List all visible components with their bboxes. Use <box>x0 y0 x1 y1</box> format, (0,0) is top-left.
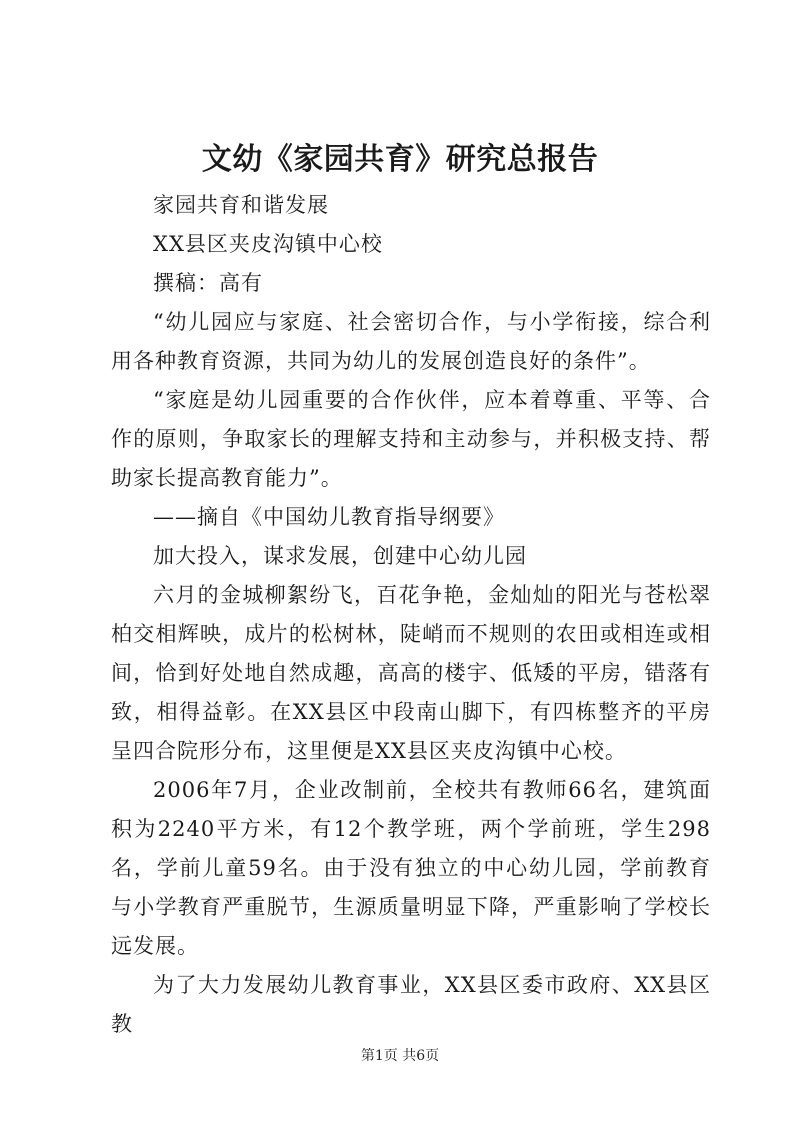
author-paragraph: 撰稿：高有 <box>153 271 263 295</box>
quote-paragraph-1: “幼儿园应与家庭、社会密切合作，与小学衔接，综合利用各种教育资源，共同为幼儿的发展创造良好的条件”。 <box>111 310 711 373</box>
quote-source-paragraph: ——摘自《中国幼儿教育指导纲要》 <box>153 505 505 529</box>
section-heading-paragraph: 加大投入，谋求发展，创建中心幼儿园 <box>153 544 527 568</box>
body-paragraph-2: 2006年7月，企业改制前，全校共有教师66名，建筑面积为2240平方米，有12个教学班，两个学前班，学生298名，学前儿童59名。由于没有独立的中心幼儿园，学前教育与小学教育严重脱节，生源质量明显下降，严重影响了学校长远发展。 <box>111 778 711 958</box>
subtitle-paragraph: 家园共育和谐发展 <box>153 193 329 217</box>
school-name-paragraph: XX县区夹皮沟镇中心校 <box>153 232 383 256</box>
document-title: 文幼《家园共育》研究总报告 <box>201 142 599 177</box>
body-paragraph-3: 为了大力发展幼儿教育事业，XX县区委市政府、XX县区教 <box>111 973 711 1036</box>
document-body <box>111 186 711 1044</box>
page-footer: 第1页 共6页 <box>360 1048 440 1064</box>
quote-paragraph-2: “家庭是幼儿园重要的合作伙伴，应本着尊重、平等、合作的原则，争取家长的理解支持和主动参与，并积极支持、帮助家长提高教育能力”。 <box>111 388 711 490</box>
body-paragraph-1: 六月的金城柳絮纷飞，百花争艳，金灿灿的阳光与苍松翠柏交相辉映，成片的松树林，陡峭而不规则的农田或相连或相间，恰到好处地自然成趣，高高的楼宇、低矮的平房，错落有致，相得益彰。在XX县区中段南山脚下，有四栋整齐的平房呈四合院形分布，这里便是XX县区夹皮沟镇中心校。 <box>111 583 711 763</box>
